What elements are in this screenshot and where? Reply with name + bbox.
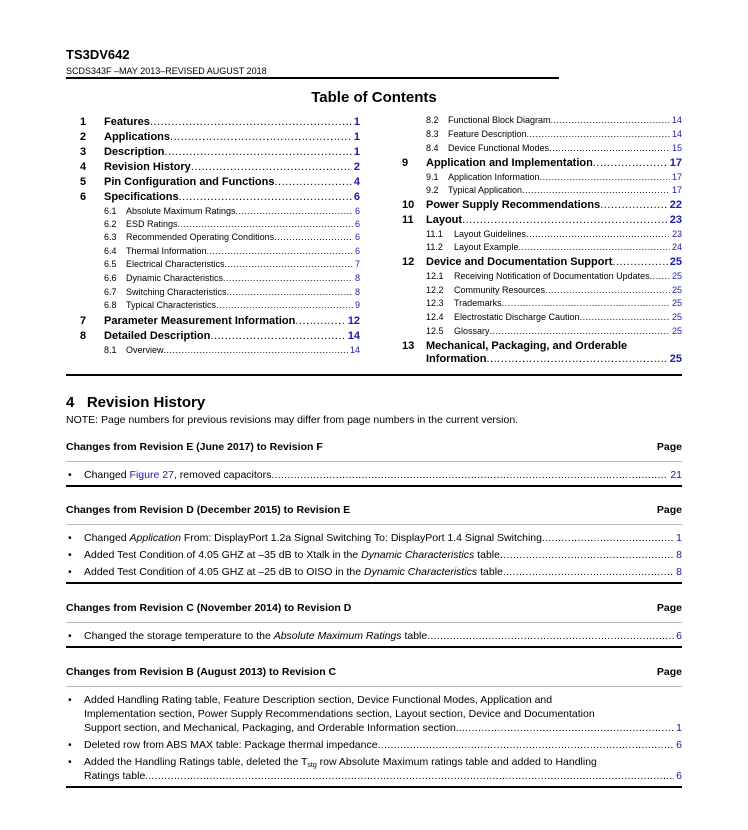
leader-dots (551, 115, 670, 125)
toc-entry-number: 2 (80, 131, 87, 143)
toc-entry[interactable] (80, 131, 360, 146)
bullet: • (68, 469, 72, 481)
page-link[interactable]: 6 (676, 770, 682, 782)
leader-dots (462, 214, 668, 226)
revision-item (66, 548, 682, 562)
toc-page-link[interactable]: 25 (671, 326, 682, 336)
bullet: • (68, 739, 72, 751)
revision-item (66, 755, 682, 783)
toc-entry-number: 6.3 (104, 232, 117, 242)
toc-page-link[interactable]: 8 (354, 273, 360, 283)
toc-entry-label: Layout (426, 214, 463, 226)
toc-entry-label: Glossary (454, 326, 490, 336)
leader-dots (503, 565, 674, 579)
toc-entry-number: 8 (80, 330, 87, 342)
toc-page-link[interactable]: 1 (353, 131, 360, 143)
toc-page-link[interactable]: 7 (354, 259, 360, 269)
header-rule (66, 77, 559, 79)
toc-entry[interactable] (426, 312, 682, 325)
page-link[interactable]: 6 (676, 630, 682, 642)
toc-entry-label: Trademarks (454, 298, 502, 308)
page-column-label: Page (656, 666, 682, 678)
toc-entry-number: 10 (402, 199, 415, 211)
subscript: stg (307, 762, 317, 769)
block-bottom-rule (66, 646, 682, 648)
toc-entry-number: 1 (80, 116, 87, 128)
toc-entry-label: Switching Characteristics (126, 287, 227, 297)
revision-block-title: Changes from Revision D (December 2015) to Revision E (66, 504, 351, 516)
toc-entry-number: 12.2 (426, 285, 444, 295)
toc-entry-number: 3 (80, 146, 87, 158)
toc-entry-number: 8.1 (104, 345, 117, 355)
bullet: • (68, 549, 72, 561)
toc-entry-continued[interactable] (426, 353, 682, 368)
toc-entry-label: Pin Configuration and Functions (104, 176, 275, 188)
toc-entry-number: 11.2 (426, 242, 443, 252)
toc-entry[interactable] (426, 143, 682, 156)
toc-entry-number: 6 (80, 191, 87, 203)
block-bottom-rule (66, 485, 682, 487)
leader-dots (210, 330, 345, 342)
toc-entry[interactable] (426, 172, 682, 185)
toc-page-link[interactable]: 8 (354, 287, 360, 297)
toc-entry-label: Applications (104, 131, 171, 143)
revision-block (66, 666, 682, 788)
toc-entry[interactable] (104, 246, 360, 259)
revision-text: Ratings table. (84, 770, 149, 782)
revision-block-header (66, 666, 682, 682)
toc-entry[interactable] (426, 271, 682, 284)
toc-entry-number: 11.1 (426, 229, 443, 239)
revision-text-line (84, 721, 682, 735)
leader-dots (502, 298, 670, 308)
leader-dots (490, 326, 670, 336)
toc-page-link[interactable]: 6 (353, 191, 360, 203)
leader-dots (542, 531, 674, 545)
header-divider (66, 622, 682, 623)
leader-dots (216, 300, 353, 310)
leader-dots (580, 312, 670, 322)
toc-entry[interactable] (402, 157, 682, 172)
toc-entry[interactable] (104, 287, 360, 300)
revision-text: Changed the storage temperature to the Absolute Maximum Ratings table (84, 630, 428, 642)
toc-entry-number: 6.1 (104, 206, 117, 216)
toc-page-link[interactable]: 17 (671, 172, 682, 182)
revision-block-header (66, 441, 682, 457)
toc-page-link[interactable]: 6 (354, 206, 360, 216)
toc-page-link[interactable]: 22 (669, 199, 682, 211)
toc-entry-label: Functional Block Diagram (448, 115, 551, 125)
page-column-label: Page (656, 602, 682, 614)
leader-dots (236, 206, 353, 216)
revision-text: Added Test Condition of 4.05 GHZ at –25 dB to OISO in the Dynamic Characteristics table (84, 566, 503, 578)
toc-title: Table of Contents (311, 89, 437, 106)
revision-block (66, 504, 682, 584)
revision-text-line: Added the Handling Ratings table, deleted the $T_{stg}$ row Absolute Maximum ratings table and added to Handling (84, 756, 597, 769)
leader-dots (178, 219, 353, 229)
toc-entry[interactable] (426, 242, 682, 255)
block-bottom-rule (66, 582, 682, 584)
toc-entry-number: 6.4 (104, 246, 117, 256)
revision-text-line (84, 531, 682, 545)
toc-entry-label: Recommended Operating Conditions (126, 232, 275, 242)
toc-entry-label: Mechanical, Packaging, and Orderable (426, 340, 628, 352)
toc-entry-label: Electrical Characteristics (126, 259, 225, 269)
toc-page-link[interactable]: 6 (354, 232, 360, 242)
toc-entry-label: Device and Documentation Support (426, 256, 613, 268)
leader-dots (164, 345, 348, 355)
revision-item (66, 468, 682, 482)
toc-page-link[interactable]: 14 (671, 129, 682, 139)
toc-entry[interactable] (426, 326, 682, 339)
page-column-label: Page (656, 504, 682, 516)
toc-entry-label: Typical Characteristics (126, 300, 217, 310)
toc-entry[interactable] (104, 259, 360, 272)
revision-text: Changed Application From: DisplayPort 1.2a Signal Switching To: DisplayPort 1.4 Signal Switching (84, 532, 542, 544)
part-number: TS3DV642 (66, 47, 130, 62)
toc-entry-number: 12.4 (426, 312, 444, 322)
toc-entry[interactable] (104, 300, 360, 313)
block-bottom-rule (66, 786, 682, 788)
toc-entry-label: Layout Example (454, 242, 519, 252)
toc-entry[interactable] (80, 315, 360, 330)
revision-block (66, 441, 682, 487)
revision-text-line: Added Handling Rating table, Feature Description section, Device Functional Modes, Application and (84, 694, 553, 706)
toc-entry-label: Thermal Information (126, 246, 207, 256)
revision-block (66, 602, 682, 648)
leader-dots (545, 285, 670, 295)
toc-entry-label: Description (104, 146, 165, 158)
doc-info: SCDS343F –MAY 2013–REVISED AUGUST 2018 (66, 66, 267, 76)
revision-text-line (84, 738, 682, 752)
toc-page-link[interactable]: 12 (347, 315, 360, 327)
leader-dots (600, 199, 668, 211)
leader-dots (179, 191, 352, 203)
revision-text: Changed Figure 27, removed capacitors (84, 469, 272, 481)
leader-dots (191, 161, 352, 173)
leader-dots (225, 259, 353, 269)
toc-entry-label: Application and Implementation (426, 157, 593, 169)
toc-entry[interactable] (426, 285, 682, 298)
header-divider (66, 461, 682, 462)
toc-page-link[interactable]: 17 (671, 185, 682, 195)
toc-entry[interactable] (426, 115, 682, 128)
leader-dots (459, 721, 674, 735)
toc-page-link[interactable]: 14 (671, 115, 682, 125)
toc-entry[interactable] (104, 206, 360, 219)
leader-dots (526, 229, 670, 239)
revision-text-line (84, 468, 682, 482)
leader-dots (487, 353, 668, 365)
toc-entry-label: Absolute Maximum Ratings (126, 206, 236, 216)
toc-page-link[interactable]: 24 (671, 242, 682, 252)
toc-entry-number: 8.4 (426, 143, 439, 153)
toc-entry[interactable] (104, 273, 360, 286)
toc-entry-number: 6.8 (104, 300, 117, 310)
leader-dots (527, 129, 670, 139)
toc-entry[interactable] (426, 229, 682, 242)
toc-page-link[interactable]: 23 (671, 229, 682, 239)
toc-entry-label: Information (426, 353, 487, 365)
revision-text-line (84, 769, 682, 783)
toc-page-link[interactable]: 6 (354, 219, 360, 229)
bullet: • (68, 566, 72, 578)
revision-block-title: Changes from Revision B (August 2013) to Revision C (66, 666, 337, 678)
toc-bottom-rule (66, 374, 682, 376)
page-link[interactable]: 1 (676, 722, 682, 734)
leader-dots (593, 157, 668, 169)
toc-entry-label: Typical Application (448, 185, 523, 195)
toc-page-link[interactable]: 2 (353, 161, 360, 173)
italic-reference: Dynamic Characteristics (361, 549, 475, 561)
toc-entry[interactable] (402, 256, 682, 271)
leader-dots (170, 131, 352, 143)
leader-dots (650, 271, 670, 281)
toc-entry[interactable] (80, 330, 360, 345)
toc-entry-label: Layout Guidelines (454, 229, 527, 239)
revision-text: Added Test Condition of 4.05 GHZ at –35 dB to Xtalk in the Dynamic Characteristics table (84, 549, 500, 561)
toc-entry[interactable] (426, 185, 682, 198)
toc-page-link[interactable]: 17 (669, 157, 682, 169)
toc-entry-label: Electrostatic Discharge Caution (454, 312, 580, 322)
toc-entry-number: 8.3 (426, 129, 439, 139)
toc-entry-number: 12.1 (426, 271, 444, 281)
page-link[interactable]: 6 (676, 739, 682, 751)
section-heading: 4 Revision History (66, 394, 206, 411)
toc-entry-number: 11 (402, 214, 414, 226)
toc-page-link[interactable]: 15 (671, 143, 682, 153)
toc-entry-number: 5 (80, 176, 87, 188)
toc-page-link[interactable]: 25 (669, 353, 682, 365)
toc-page-link[interactable]: 25 (671, 271, 682, 281)
bullet: • (68, 756, 72, 768)
bullet: • (68, 532, 72, 544)
leader-dots (427, 629, 674, 643)
page-link[interactable]: 8 (676, 566, 682, 578)
revision-text: Deleted row from ABS MAX table: Package thermal impedance (84, 739, 378, 751)
italic-reference: Absolute Maximum Ratings (273, 630, 402, 642)
toc-entry-number: 13 (402, 340, 415, 352)
toc-page-link[interactable]: 14 (347, 330, 360, 342)
bullet: • (68, 630, 72, 642)
leader-dots (540, 172, 670, 182)
toc-entry-number: 4 (80, 161, 87, 173)
leader-dots (223, 273, 353, 283)
toc-page-link[interactable]: 6 (354, 246, 360, 256)
toc-entry[interactable] (80, 161, 360, 176)
revision-text-line (84, 629, 682, 643)
toc-entry-label: Community Resources (454, 285, 546, 295)
toc-page-link[interactable]: 25 (671, 298, 682, 308)
toc-page-link[interactable]: 25 (669, 256, 682, 268)
revision-block-title: Changes from Revision C (November 2014) to Revision D (66, 602, 352, 614)
page-link[interactable]: 8 (676, 549, 682, 561)
toc-page-link[interactable]: 14 (349, 345, 360, 355)
revision-text: Support section, and Mechanical, Packaging, and Orderable Information section. (84, 722, 459, 734)
toc-entry-number: 9 (402, 157, 409, 169)
toc-entry[interactable] (402, 214, 682, 229)
toc-entry-label: Receiving Notification of Documentation Updates (454, 271, 650, 281)
revision-note: NOTE: Page numbers for previous revisions may differ from page numbers in the current version. (66, 414, 519, 426)
leader-dots (274, 232, 353, 242)
leader-dots (274, 176, 351, 188)
leader-dots (549, 143, 670, 153)
leader-dots (522, 185, 670, 195)
leader-dots (378, 738, 675, 752)
page-link[interactable]: 21 (670, 469, 682, 481)
leader-dots (519, 242, 670, 252)
revision-text-line (84, 565, 682, 579)
toc-entry[interactable] (104, 345, 360, 358)
leader-dots (150, 116, 352, 128)
revision-item (66, 693, 682, 735)
revision-item (66, 629, 682, 643)
toc-entry-label: Specifications (104, 191, 179, 203)
revision-item (66, 565, 682, 579)
toc-entry[interactable] (80, 146, 360, 161)
revision-block-header (66, 504, 682, 520)
toc-page-link[interactable]: 1 (353, 146, 360, 158)
revision-item (66, 738, 682, 752)
toc-entry-label: Parameter Measurement Information (104, 315, 296, 327)
toc-page-link[interactable]: 1 (353, 116, 360, 128)
header-divider (66, 686, 682, 687)
toc-entry[interactable] (80, 176, 360, 191)
revision-block-header (66, 602, 682, 618)
leader-dots (500, 548, 674, 562)
toc-entry-number: 6.7 (104, 287, 117, 297)
revision-text-line (84, 548, 682, 562)
toc-entry-number: 12.3 (426, 298, 444, 308)
page-column-label: Page (656, 441, 682, 453)
toc-entry-number: 12.5 (426, 326, 444, 336)
leader-dots (227, 287, 353, 297)
toc-entry-label: Power Supply Recommendations (426, 199, 601, 211)
toc-page-link[interactable]: 9 (354, 300, 360, 310)
toc-entry-label: Detailed Description (104, 330, 211, 342)
toc-entry-number: 6.2 (104, 219, 117, 229)
toc-entry[interactable] (426, 298, 682, 311)
leader-dots (295, 315, 345, 327)
leader-dots (165, 146, 352, 158)
italic-reference: Application (129, 532, 181, 544)
bullet: • (68, 694, 72, 706)
toc-page-link[interactable]: 25 (671, 285, 682, 295)
leader-dots (207, 246, 353, 256)
toc-entry-label: Features (104, 116, 150, 128)
toc-entry-label: ESD Ratings (126, 219, 178, 229)
toc-entry-label: Device Functional Modes (448, 143, 550, 153)
toc-entry-number: 8.2 (426, 115, 439, 125)
revision-item (66, 531, 682, 545)
toc-entry[interactable] (426, 129, 682, 142)
toc-entry[interactable] (402, 199, 682, 214)
toc-entry[interactable] (80, 116, 360, 131)
toc-entry-label: Feature Description (448, 129, 527, 139)
toc-entry-label: Dynamic Characteristics (126, 273, 224, 283)
toc-entry-number: 9.1 (426, 172, 439, 182)
toc-page-link[interactable]: 25 (671, 312, 682, 322)
toc-entry[interactable] (104, 232, 360, 245)
revision-text-line: Implementation section, Power Supply Recommendations section, Layout section, Device and Documentation (84, 708, 595, 720)
header-divider (66, 524, 682, 525)
revision-block-title: Changes from Revision E (June 2017) to Revision F (66, 441, 323, 453)
toc-entry[interactable] (104, 219, 360, 232)
figure-link[interactable]: Figure 27 (129, 469, 174, 481)
toc-entry-label: Application Information (448, 172, 540, 182)
page-link[interactable]: 1 (676, 532, 682, 544)
italic-reference: Dynamic Characteristics (363, 566, 478, 578)
leader-dots (271, 468, 668, 482)
toc-entry-label: Revision History (104, 161, 191, 173)
toc-page-link[interactable]: 23 (669, 214, 682, 226)
leader-dots (148, 769, 674, 783)
toc-entry-number: 6.5 (104, 259, 117, 269)
toc-entry-number: 7 (80, 315, 87, 327)
toc-entry-label: Overview (126, 345, 164, 355)
toc-entry[interactable] (80, 191, 360, 206)
toc-entry-number: 6.6 (104, 273, 117, 283)
toc-entry-number: 9.2 (426, 185, 439, 195)
leader-dots (612, 256, 667, 268)
toc-entry-number: 12 (402, 256, 415, 268)
toc-page-link[interactable]: 4 (353, 176, 360, 188)
